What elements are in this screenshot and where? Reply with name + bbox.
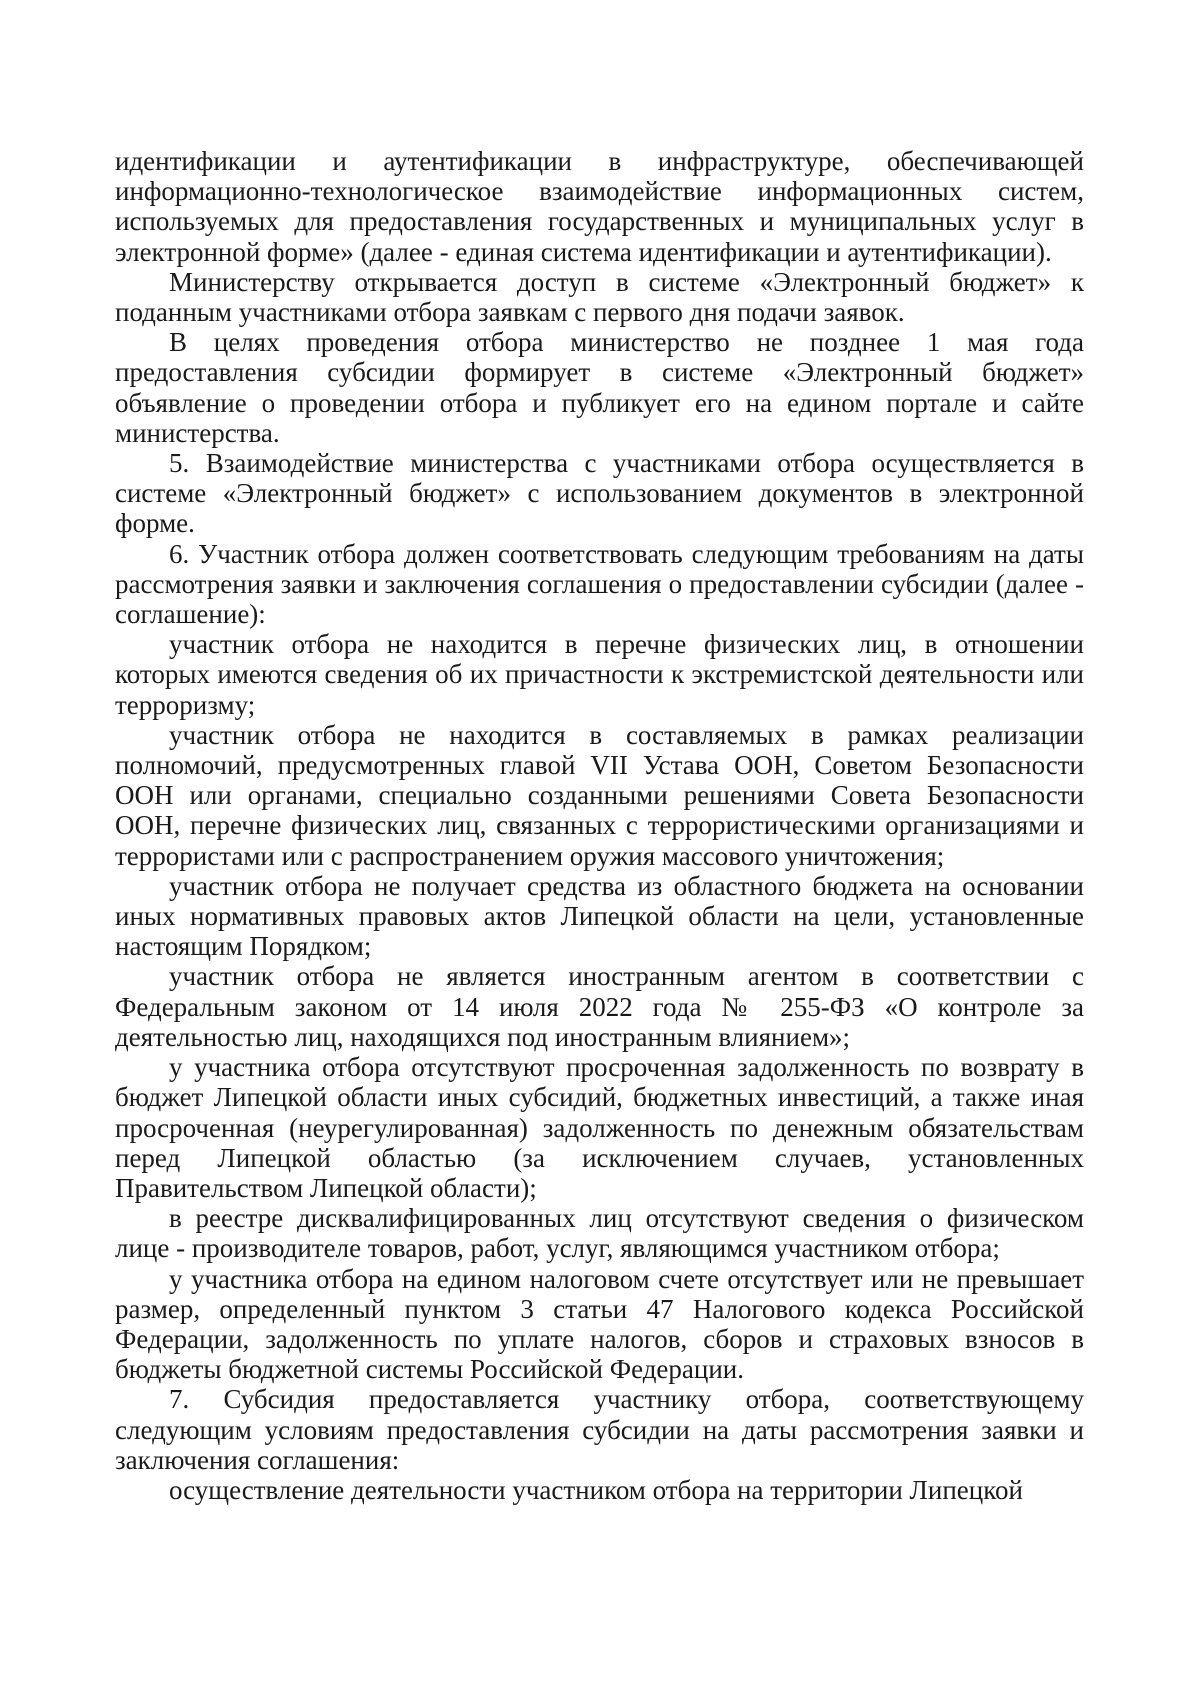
paragraph-1: идентификации и аутентификации в инфраструктуре, обеспечивающей информационно-технологическое взаимодействие информационных систем, используемых для предоставления государственных и муниципальных услуг в электронной форме» (далее - единая система идентификации и аутентификации).: [115, 146, 1084, 267]
paragraph-6: участник отбора не находится в перечне физических лиц, в отношении которых имеются сведения об их причастности к экстремистской деятельности или терроризму;: [115, 629, 1084, 720]
paragraph-12: у участника отбора на едином налоговом счете отсутствует или не превышает размер, определенный пунктом 3 статьи 47 Налогового кодекса Российской Федерации, задолженность по уплате налогов, сборов и страховых взносов в бюджеты бюджетной системы Российской Федерации.: [115, 1263, 1084, 1385]
paragraph-5: 6. Участник отбора должен соответствовать следующим требованиям на даты рассмотрения заявки и заключения соглашения о предоставлении субсидии (далее - соглашение):: [115, 538, 1084, 630]
paragraph-8: участник отбора не получает средства из областного бюджета на основании иных нормативных правовых актов Липецкой области на цели, установленные настоящим Порядком;: [115, 870, 1084, 962]
paragraph-9: участник отбора не является иностранным агентом в соответствии с Федеральным законом от 14 июля 2022 года № 255-ФЗ «О контроле за деятельностью лиц, находящихся под иностранным влиянием»;: [115, 961, 1084, 1052]
paragraph-4: 5. Взаимодействие министерства с участниками отбора осуществляется в системе «Электронный бюджет» с использованием документов в электронной форме.: [115, 448, 1084, 539]
paragraph-14: осуществление деятельности участником отбора на территории Липецкой: [169, 1474, 1023, 1505]
paragraph-11: в реестре дисквалифицированных лиц отсутствуют сведения о физическом лице - производителе товаров, работ, услуг, являющимся участником отбора;: [115, 1203, 1084, 1264]
paragraph-3: В целях проведения отбора министерство не позднее 1 мая года предоставления субсидии формирует в системе «Электронный бюджет» объявление о проведении отбора и публикует его на едином портале и сайте министерства.: [115, 327, 1084, 448]
paragraph-2: Министерству открывается доступ в системе «Электронный бюджет» к поданным участниками отбора заявкам с первого дня подачи заявок.: [115, 266, 1084, 328]
paragraph-13: 7. Субсидия предоставляется участнику отбора, соответствующему следующим условиям предоставления субсидии на даты рассмотрения заявки и заключения соглашения:: [115, 1384, 1084, 1475]
paragraph-7: участник отбора не находится в составляемых в рамках реализации полномочий, предусмотренных главой VII Устава ООН, Советом Безопасности ООН или органами, специально созданными решениями Совета Безопасности ООН, перечне физических лиц, связанных с террористическими организациями и террористами или с распространением оружия массового уничтожения;: [115, 719, 1084, 871]
document-body: [115, 146, 1084, 1505]
paragraph-10: у участника отбора отсутствуют просроченная задолженность по возврату в бюджет Липецкой области иных субсидий, бюджетных инвестиций, а также иная просроченная (неурегулированная) задолженность по денежным обязательствам перед Липецкой областью (за исключением случаев, установленных Правительством Липецкой области);: [115, 1052, 1084, 1203]
